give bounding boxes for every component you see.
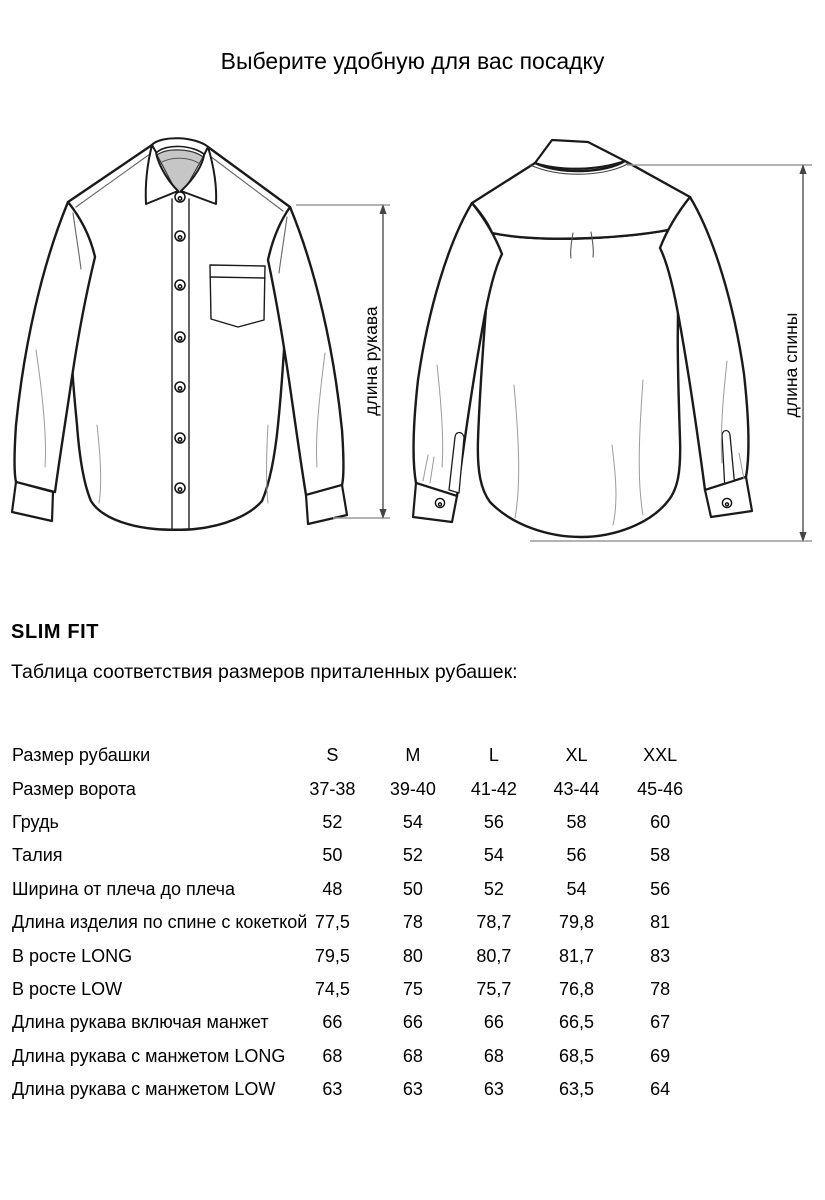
button bbox=[175, 382, 185, 392]
size-value-xl: 63,5 bbox=[558, 1079, 595, 1100]
size-value-xl: 81,7 bbox=[558, 945, 595, 966]
size-value-xl: 54 bbox=[566, 878, 587, 899]
row-label: Ширина от плеча до плеча bbox=[12, 878, 236, 899]
size-table-row bbox=[12, 906, 702, 939]
size-value-m: 52 bbox=[402, 845, 423, 866]
size-value-m: M bbox=[405, 745, 421, 766]
back-yoke bbox=[472, 161, 690, 239]
size-table-row bbox=[12, 739, 702, 772]
size-value-l: 66 bbox=[483, 1012, 504, 1033]
size-value-s: 79,5 bbox=[314, 945, 350, 966]
size-table-row bbox=[12, 1006, 702, 1039]
size-value-xl: 58 bbox=[566, 811, 587, 832]
size-value-l: 56 bbox=[483, 811, 504, 832]
row-label: Длина рукава с манжетом LONG bbox=[12, 1045, 286, 1066]
size-value-l: 54 bbox=[483, 845, 504, 866]
size-value-m: 66 bbox=[402, 1012, 423, 1033]
button bbox=[175, 332, 185, 342]
size-table-row bbox=[12, 873, 702, 906]
button bbox=[175, 231, 185, 241]
size-table-row bbox=[12, 973, 702, 1006]
size-value-m: 50 bbox=[402, 878, 423, 899]
size-value-l: 52 bbox=[483, 878, 504, 899]
size-value-m: 78 bbox=[402, 912, 423, 933]
size-value-xxl: 56 bbox=[650, 878, 671, 899]
size-value-s: S bbox=[326, 745, 339, 766]
size-value-xl: 76,8 bbox=[558, 978, 595, 999]
size-value-xl: 43-44 bbox=[553, 778, 600, 799]
size-value-l: 80,7 bbox=[476, 945, 512, 966]
button bbox=[175, 483, 185, 493]
size-value-s: 48 bbox=[322, 878, 343, 899]
size-value-xl: XL bbox=[565, 745, 588, 766]
sleeve-length-label: длина рукава bbox=[361, 306, 381, 416]
size-value-xxl: 83 bbox=[650, 945, 671, 966]
size-value-s: 63 bbox=[322, 1079, 343, 1100]
size-value-xl: 79,8 bbox=[558, 912, 595, 933]
row-label: Длина изделия по спине с кокеткой bbox=[12, 912, 308, 933]
row-label: Длина рукава с манжетом LOW bbox=[12, 1079, 276, 1100]
shirt-back-drawing bbox=[413, 140, 752, 537]
button bbox=[175, 280, 185, 290]
size-table bbox=[12, 739, 702, 1106]
size-value-xxl: 69 bbox=[650, 1045, 671, 1066]
fit-heading: SLIM FIT bbox=[11, 621, 100, 643]
size-value-xxl: 78 bbox=[650, 978, 671, 999]
size-table-row bbox=[12, 1073, 702, 1106]
size-value-xl: 66,5 bbox=[558, 1012, 595, 1033]
back-collar bbox=[535, 140, 625, 169]
size-value-l: L bbox=[488, 745, 499, 766]
size-value-s: 37-38 bbox=[309, 778, 356, 799]
size-table-row bbox=[12, 806, 702, 839]
size-value-m: 39-40 bbox=[389, 778, 436, 799]
size-table-row bbox=[12, 1040, 702, 1073]
shirt-front-drawing bbox=[12, 138, 347, 529]
row-label: В росте LOW bbox=[12, 978, 123, 999]
size-table-row bbox=[12, 772, 702, 805]
button bbox=[175, 192, 185, 202]
size-value-xl: 56 bbox=[566, 845, 587, 866]
shirt-diagram bbox=[0, 125, 825, 557]
size-value-s: 68 bbox=[322, 1045, 343, 1066]
size-value-m: 68 bbox=[402, 1045, 423, 1066]
row-label: В росте LONG bbox=[12, 945, 133, 966]
size-value-xl: 68,5 bbox=[558, 1045, 595, 1066]
size-value-s: 66 bbox=[322, 1012, 343, 1033]
size-value-m: 63 bbox=[402, 1079, 423, 1100]
back-length-label: длина спины bbox=[781, 312, 801, 418]
row-label: Талия bbox=[12, 845, 63, 866]
size-value-s: 50 bbox=[322, 845, 343, 866]
size-value-xxl: 81 bbox=[650, 912, 671, 933]
size-value-s: 77,5 bbox=[314, 912, 350, 933]
size-value-xxl: 64 bbox=[650, 1079, 671, 1100]
row-label: Грудь bbox=[12, 811, 59, 832]
size-value-xxl: 60 bbox=[650, 811, 671, 832]
size-value-l: 68 bbox=[483, 1045, 504, 1066]
table-caption: Таблица соответствия размеров приталенных рубашек: bbox=[11, 661, 518, 683]
size-value-m: 75 bbox=[402, 978, 423, 999]
size-value-l: 41-42 bbox=[470, 778, 517, 799]
size-table-row bbox=[12, 939, 702, 972]
row-label: Размер ворота bbox=[12, 778, 136, 799]
size-value-m: 80 bbox=[402, 945, 423, 966]
size-value-xxl: 45-46 bbox=[637, 778, 684, 799]
button bbox=[175, 433, 185, 443]
size-value-s: 52 bbox=[322, 811, 343, 832]
size-value-s: 74,5 bbox=[314, 978, 350, 999]
size-value-m: 54 bbox=[402, 811, 423, 832]
size-value-l: 75,7 bbox=[476, 978, 512, 999]
size-table-row bbox=[12, 839, 702, 872]
row-label: Длина рукава включая манжет bbox=[12, 1012, 269, 1033]
row-label: Размер рубашки bbox=[12, 745, 151, 766]
chest-pocket bbox=[210, 265, 265, 327]
size-value-xxl: 67 bbox=[650, 1012, 671, 1033]
back-body bbox=[478, 227, 683, 537]
size-value-xxl: 58 bbox=[650, 845, 671, 866]
button bbox=[722, 498, 731, 507]
button bbox=[435, 498, 444, 507]
size-value-l: 78,7 bbox=[476, 912, 512, 933]
size-value-xxl: XXL bbox=[643, 745, 678, 766]
size-value-l: 63 bbox=[483, 1079, 504, 1100]
page-title: Выберите удобную для вас посадку bbox=[220, 48, 605, 74]
